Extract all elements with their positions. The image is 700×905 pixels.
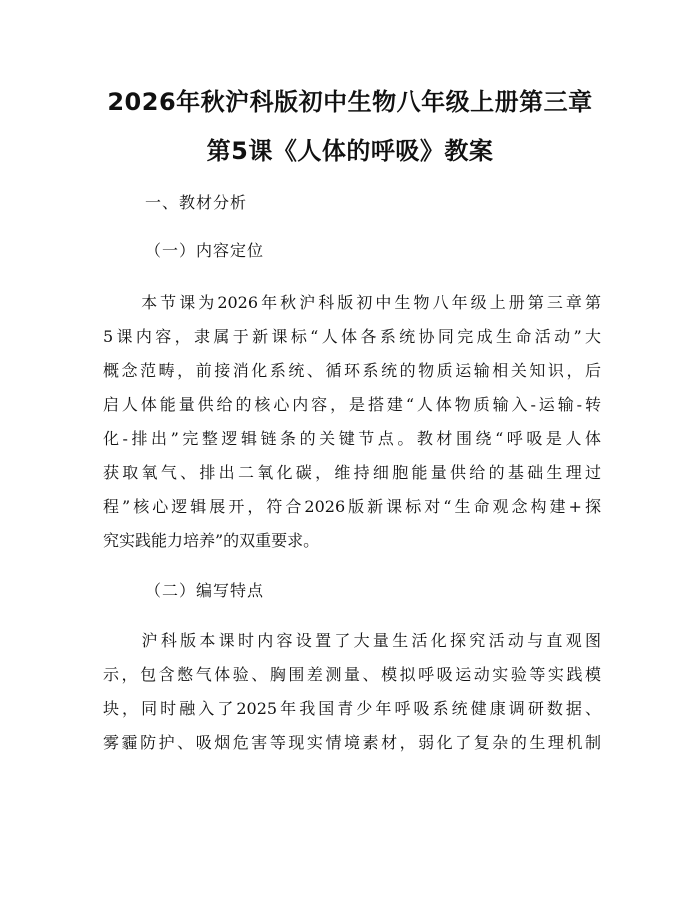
paragraph-line: 块，同时融入了2025年我国青少年呼吸系统健康调研数据、 — [103, 699, 601, 718]
subsection-heading-content-positioning: （一）内容定位 — [145, 241, 265, 260]
document-title-line-1: 2026年秋沪科版初中生物八年级上册第三章 — [107, 88, 593, 116]
paragraph-line: 程”核心逻辑展开，符合2026版新课标对“生命观念构建+探 — [103, 497, 601, 516]
paragraph-line: 获取氧气、排出二氧化碳，维持细胞能量供给的基础生理过 — [103, 463, 601, 482]
paragraph-line: 本节课为2026年秋沪科版初中生物八年级上册第三章第 — [103, 293, 601, 312]
section-heading-textbook-analysis: 一、教材分析 — [145, 193, 248, 212]
document-title-line-2: 第5课《人体的呼吸》教案 — [206, 137, 494, 165]
paragraph-line: 启人体能量供给的核心内容，是搭建“人体物质输入-运输-转 — [103, 395, 601, 414]
paragraph-line: 概念范畴，前接消化系统、循环系统的物质运输相关知识，后 — [103, 361, 601, 380]
paragraph-writing-features — [103, 624, 601, 760]
subsection-heading-writing-features: （二）编写特点 — [145, 581, 265, 600]
paragraph-line: 究实践能力培养”的双重要求。 — [103, 531, 320, 550]
paragraph-line: 示，包含憋气体验、胸围差测量、模拟呼吸运动实验等实践模 — [103, 665, 601, 684]
paragraph-line: 雾霾防护、吸烟危害等现实情境素材，弱化了复杂的生理机制 — [103, 733, 601, 752]
paragraph-content-positioning — [103, 286, 601, 558]
paragraph-line: 化-排出”完整逻辑链条的关键节点。教材围绕“呼吸是人体 — [103, 429, 601, 448]
paragraph-line: 沪科版本课时内容设置了大量生活化探究活动与直观图 — [103, 631, 601, 650]
paragraph-line: 5课内容，隶属于新课标“人体各系统协同完成生命活动”大 — [103, 327, 601, 346]
